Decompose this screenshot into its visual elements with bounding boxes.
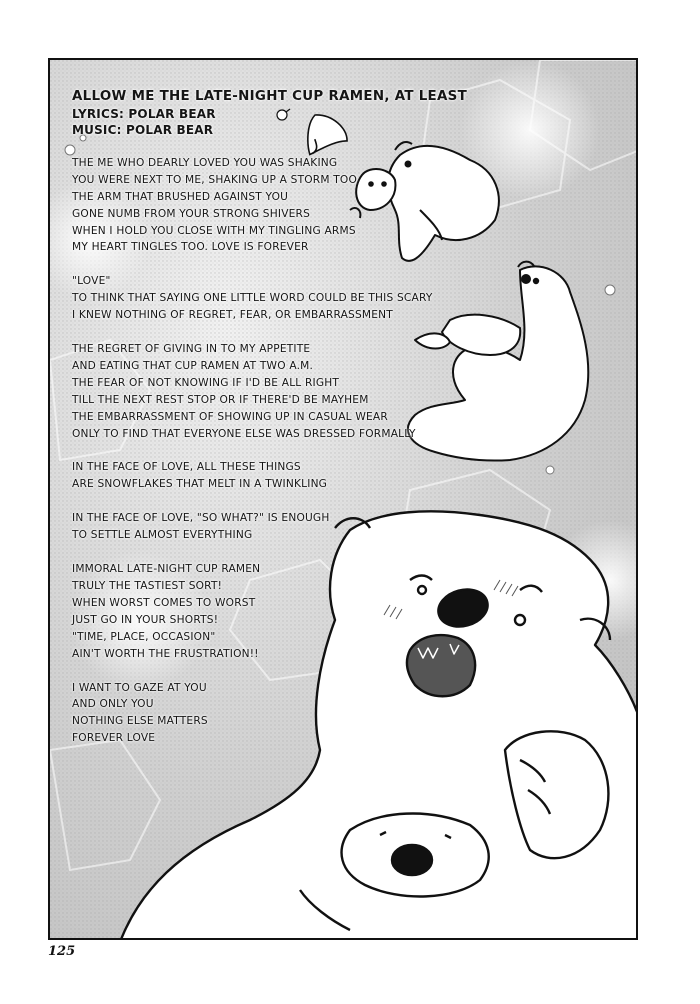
lyric-line: IN THE FACE OF LOVE, ALL THESE THINGS	[72, 461, 301, 474]
lyric-line: THE ME WHO DEARLY LOVED YOU WAS SHAKING	[72, 156, 338, 169]
lyric-line: JUST GO IN YOUR SHORTS!	[72, 613, 219, 626]
lyric-line: NOTHING ELSE MATTERS	[72, 715, 208, 728]
page-number: 125	[48, 944, 76, 959]
lyric-line: THE FEAR OF NOT KNOWING IF I'D BE ALL RIGHT	[72, 376, 340, 389]
lyric-line: GONE NUMB FROM YOUR STRONG SHIVERS	[72, 207, 311, 220]
lyric-line: TO THINK THAT SAYING ONE LITTLE WORD COULD BE THIS SCARY	[72, 292, 433, 305]
lyrics-credit: LYRICS: POLAR BEAR	[72, 107, 216, 121]
lyric-line: WHEN WORST COMES TO WORST	[72, 596, 256, 609]
lyric-line: I KNEW NOTHING OF REGRET, FEAR, OR EMBARRASSMENT	[72, 309, 393, 322]
lyric-line: TO SETTLE ALMOST EVERYTHING	[72, 529, 253, 542]
lyric-line: AND EATING THAT CUP RAMEN AT TWO A.M.	[72, 359, 314, 372]
music-credit: MUSIC: POLAR BEAR	[72, 123, 214, 137]
lyric-line: I WANT TO GAZE AT YOU	[72, 681, 207, 694]
lyric-line: ONLY TO FIND THAT EVERYONE ELSE WAS DRESSED FORMALLY	[72, 427, 416, 440]
lyric-line: THE EMBARRASSMENT OF SHOWING UP IN CASUAL WEAR	[72, 410, 388, 423]
song-lyrics	[72, 88, 468, 747]
song-title: ALLOW ME THE LATE-NIGHT CUP RAMEN, AT LEAST	[72, 89, 468, 104]
lyric-line: AND ONLY YOU	[72, 698, 154, 711]
lyric-line: TRULY THE TASTIEST SORT!	[72, 580, 223, 593]
lyric-line: IMMORAL LATE-NIGHT CUP RAMEN	[72, 563, 261, 576]
lyric-line: YOU WERE NEXT TO ME, SHAKING UP A STORM TOO	[72, 173, 357, 186]
lyric-line: AIN'T WORTH THE FRUSTRATION!!	[72, 647, 259, 660]
lyric-line: MY HEART TINGLES TOO. LOVE IS FOREVER	[72, 241, 309, 254]
lyric-line: "TIME, PLACE, OCCASION"	[72, 630, 216, 643]
lyric-line: IN THE FACE OF LOVE, "SO WHAT?" IS ENOUGH	[72, 512, 330, 525]
lyric-line: FOREVER LOVE	[72, 732, 156, 745]
manga-panel	[48, 58, 638, 940]
lyric-line: "LOVE"	[72, 275, 111, 288]
lyric-line: TILL THE NEXT REST STOP OR IF THERE'D BE MAYHEM	[72, 393, 369, 406]
lyric-line: THE REGRET OF GIVING IN TO MY APPETITE	[72, 343, 311, 356]
lyric-line: WHEN I HOLD YOU CLOSE WITH MY TINGLING ARMS	[72, 224, 356, 237]
lyric-line: ARE SNOWFLAKES THAT MELT IN A TWINKLING	[72, 478, 328, 491]
lyric-line: THE ARM THAT BRUSHED AGAINST YOU	[72, 190, 289, 203]
